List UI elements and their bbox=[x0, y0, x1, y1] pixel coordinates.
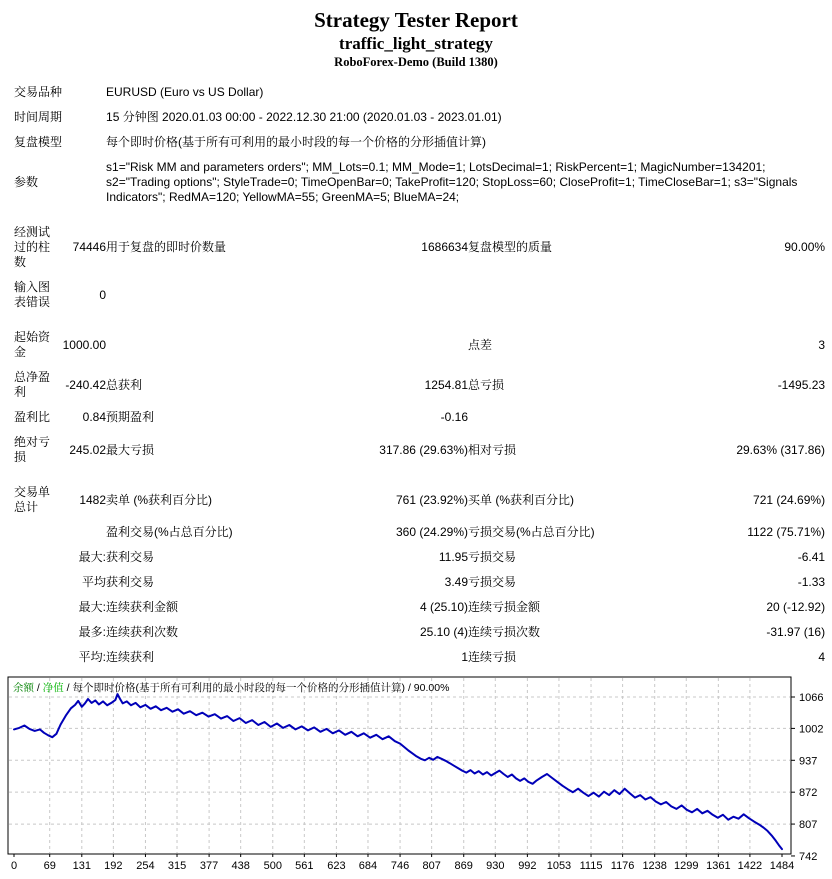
spread-value: 3 bbox=[818, 337, 826, 352]
largest-profit-trade-label: 获利交易 bbox=[106, 550, 155, 564]
balance-chart bbox=[0, 676, 832, 879]
row-maximal-consecutive-count bbox=[14, 620, 825, 645]
modelling-quality-value: 90.00% bbox=[784, 240, 826, 254]
x-tick-label: 869 bbox=[454, 860, 473, 872]
row-period bbox=[14, 105, 825, 130]
row-profit-factor bbox=[14, 405, 825, 430]
y-tick-label: 1066 bbox=[799, 692, 824, 704]
x-tick-label: 315 bbox=[167, 860, 187, 872]
x-tick-label: 1422 bbox=[737, 860, 763, 872]
profit-factor-label: 盈利比 bbox=[14, 410, 51, 424]
legend-balance-label: 余额 bbox=[13, 682, 34, 694]
y-tick-label: 1002 bbox=[799, 723, 824, 736]
average-profit-trade-value: 3.49 bbox=[444, 575, 469, 589]
consecutive-wins-money-value: 4 (25.10) bbox=[419, 600, 469, 614]
gross-loss-value: -1495.23 bbox=[777, 377, 826, 392]
total-trades-label: 交易单总计 bbox=[14, 485, 51, 514]
row-symbol bbox=[14, 80, 825, 105]
server-build: RoboForex-Demo (Build 1380) bbox=[334, 55, 498, 69]
legend-separator-3: / bbox=[405, 682, 414, 694]
x-tick-label: 561 bbox=[295, 860, 314, 872]
row-model bbox=[14, 130, 825, 155]
legend-model-text: 每个即时价格(基于所有可利用的最小时段的每一个价格的分形插值计算) bbox=[72, 682, 406, 694]
row-drawdown bbox=[14, 430, 825, 470]
short-positions-label: 卖单 (%获利百分比) bbox=[106, 492, 213, 507]
ticks-modelled-value: 1686634 bbox=[421, 240, 469, 254]
consecutive-wins-count-value: 25.10 (4) bbox=[419, 625, 469, 639]
consecutive-wins-money-label: 连续获利金额 bbox=[106, 600, 179, 614]
absolute-drawdown-value: 245.02 bbox=[69, 442, 107, 457]
chart-border bbox=[8, 677, 791, 854]
x-tick-label: 377 bbox=[199, 860, 219, 872]
bars-tested-value: 74446 bbox=[72, 240, 107, 254]
maximal-consecutive-prefix: 最多: bbox=[78, 625, 107, 639]
initial-deposit-label: 起始资金 bbox=[14, 330, 51, 359]
x-tick-label: 131 bbox=[72, 860, 91, 872]
period-label: 时间周期 bbox=[14, 110, 63, 124]
gross-profit-value: 1254.81 bbox=[424, 377, 469, 392]
x-tick-label: 807 bbox=[422, 860, 441, 872]
average-consecutive-prefix: 平均: bbox=[78, 650, 107, 664]
short-positions-value: 761 (23.92%) bbox=[395, 492, 469, 507]
long-positions-label: 买单 (%获利百分比) bbox=[468, 492, 575, 507]
spread-label: 点差 bbox=[468, 337, 493, 352]
parameters-value: s1="Risk MM and parameters orders"; MM_Lots=0.1; MM_Mode=1; LotsDecimal=1; RiskPercent=1; MagicNumber=134201; s2="Trading options"; StyleTrade=0; TimeOpenBar=0; TakeProfit=120; StopLoss=60; CloseProfit=1; TimeCloseBar=1; s3="Signals Indicators"; RedMA=120; YellowMA=55; GreenMA=5; BlueMA=24; bbox=[106, 160, 798, 204]
row-average-trade bbox=[14, 570, 825, 595]
symbol-value: EURUSD (Euro vs US Dollar) bbox=[106, 85, 264, 99]
x-tick-label: 746 bbox=[390, 860, 410, 872]
summary-table bbox=[14, 80, 825, 670]
gross-loss-label: 总亏损 bbox=[468, 377, 505, 392]
row-total-trades bbox=[14, 480, 825, 520]
relative-drawdown-label: 相对亏损 bbox=[468, 442, 517, 457]
x-tick-label: 1176 bbox=[610, 860, 635, 872]
x-tick-label: 500 bbox=[263, 860, 282, 872]
average-loss-trade-label: 亏损交易 bbox=[468, 575, 517, 589]
consecutive-losses-count-value: -31.97 (16) bbox=[766, 625, 826, 639]
chart-legend bbox=[13, 680, 449, 695]
mismatched-errors-value: 0 bbox=[99, 287, 107, 302]
x-tick-label: 1484 bbox=[769, 860, 795, 872]
maximal-drawdown-value: 317.86 (29.63%) bbox=[379, 442, 469, 457]
loss-trades-label: 亏损交易(%占总百分比) bbox=[468, 525, 595, 539]
average-consecutive-losses-label: 连续亏损 bbox=[468, 650, 517, 664]
profit-factor-value: 0.84 bbox=[82, 410, 107, 424]
average-prefix: 平均 bbox=[82, 575, 107, 589]
row-bars-tested bbox=[14, 220, 825, 275]
x-tick-label: 1053 bbox=[546, 860, 572, 872]
row-mismatched-errors bbox=[14, 275, 825, 315]
y-tick-label: 872 bbox=[799, 787, 818, 800]
x-tick-label: 1238 bbox=[642, 860, 667, 872]
maximal-drawdown-label: 最大亏损 bbox=[106, 442, 155, 457]
x-tick-label: 254 bbox=[136, 860, 155, 872]
total-trades-value: 1482 bbox=[79, 492, 107, 507]
x-tick-label: 1115 bbox=[579, 860, 603, 872]
x-tick-label: 69 bbox=[43, 860, 56, 872]
model-value: 每个即时价格(基于所有可利用的最小时段的每一个价格的分形插值计算) bbox=[106, 135, 487, 149]
average-loss-trade-value: -1.33 bbox=[797, 575, 826, 589]
x-tick-label: 684 bbox=[358, 860, 378, 872]
consecutive-losses-money-label: 连续亏损金额 bbox=[468, 600, 541, 614]
legend-separator-1: / bbox=[34, 682, 43, 694]
strategy-name: traffic_light_strategy bbox=[339, 34, 493, 53]
average-profit-trade-label: 获利交易 bbox=[106, 575, 155, 589]
absolute-drawdown-label: 绝对亏损 bbox=[14, 435, 51, 464]
row-net-profit bbox=[14, 365, 825, 405]
net-profit-value: -240.42 bbox=[65, 377, 107, 392]
period-value: 15 分钟图 2020.01.03 00:00 - 2022.12.30 21:00 (2020.01.03 - 2023.01.01) bbox=[106, 110, 502, 124]
x-tick-label: 623 bbox=[327, 860, 346, 872]
long-positions-value: 721 (24.69%) bbox=[753, 492, 826, 507]
net-profit-label: 总净盈利 bbox=[14, 370, 51, 399]
report-title: Strategy Tester Report bbox=[314, 8, 518, 32]
initial-deposit-value: 1000.00 bbox=[62, 337, 107, 352]
loss-trades-value: 1122 (75.71%) bbox=[747, 525, 826, 539]
expected-payoff-label: 预期盈利 bbox=[106, 410, 155, 424]
row-parameters bbox=[14, 155, 825, 210]
mismatched-errors-label: 输入图表错误 bbox=[14, 280, 51, 309]
profit-trades-value: 360 (24.29%) bbox=[395, 525, 469, 539]
x-tick-label: 192 bbox=[104, 860, 123, 872]
x-tick-label: 1361 bbox=[706, 860, 731, 872]
legend-equity-label: 净值 bbox=[42, 682, 64, 694]
average-consecutive-losses-value: 4 bbox=[818, 650, 826, 664]
row-profit-trades bbox=[14, 520, 825, 545]
legend-separator-2: / bbox=[63, 682, 73, 694]
average-consecutive-wins-value: 1 bbox=[461, 650, 469, 664]
row-largest-trade bbox=[14, 545, 825, 570]
largest-prefix: 最大: bbox=[78, 550, 107, 564]
y-tick-label: 937 bbox=[799, 755, 818, 768]
y-tick-label: 807 bbox=[799, 819, 818, 832]
expected-payoff-value: -0.16 bbox=[440, 410, 469, 424]
largest-loss-trade-label: 亏损交易 bbox=[468, 550, 517, 564]
parameters-label: 参数 bbox=[14, 175, 39, 189]
row-max-consecutive-money bbox=[14, 595, 825, 620]
bars-tested-label: 经测试过的柱数 bbox=[14, 225, 51, 269]
modelling-quality-label: 复盘模型的质量 bbox=[468, 240, 553, 254]
relative-drawdown-value: 29.63% (317.86) bbox=[736, 442, 826, 457]
symbol-label: 交易品种 bbox=[14, 85, 63, 99]
balance-chart-svg bbox=[0, 676, 832, 876]
report-header bbox=[0, 8, 832, 70]
x-tick-label: 0 bbox=[10, 860, 18, 872]
largest-profit-trade-value: 11.95 bbox=[438, 550, 469, 564]
consecutive-losses-money-value: 20 (-12.92) bbox=[766, 600, 826, 614]
row-initial-deposit bbox=[14, 325, 825, 365]
gross-profit-label: 总获利 bbox=[106, 377, 143, 392]
x-tick-label: 992 bbox=[518, 860, 537, 872]
x-tick-label: 438 bbox=[231, 860, 250, 872]
y-tick-label: 742 bbox=[799, 850, 818, 863]
consecutive-wins-count-label: 连续获利次数 bbox=[106, 625, 179, 639]
model-label: 复盘模型 bbox=[14, 135, 63, 149]
average-consecutive-wins-label: 连续获利 bbox=[106, 650, 155, 664]
max-consecutive-prefix: 最大: bbox=[78, 600, 107, 614]
legend-quality-value: 90.00% bbox=[413, 682, 450, 694]
x-tick-label: 1299 bbox=[674, 860, 699, 872]
ticks-modelled-label: 用于复盘的即时价数量 bbox=[106, 240, 227, 254]
x-tick-label: 930 bbox=[486, 860, 505, 872]
profit-trades-label: 盈利交易(%占总百分比) bbox=[106, 525, 233, 539]
row-average-consecutive bbox=[14, 645, 825, 670]
largest-loss-trade-value: -6.41 bbox=[797, 550, 826, 564]
consecutive-losses-count-label: 连续亏损次数 bbox=[468, 625, 541, 639]
